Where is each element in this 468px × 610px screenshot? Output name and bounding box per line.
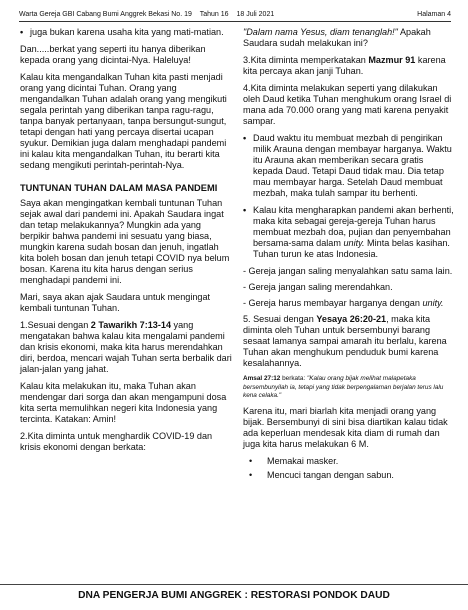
page-footer: DNA PENGERJA BUMI ANGGREK : RESTORASI PONDOK DAUD bbox=[0, 584, 468, 606]
dash-item bbox=[243, 298, 455, 309]
bullet-icon: • bbox=[249, 469, 253, 480]
bullet-item bbox=[243, 133, 455, 199]
newsletter-title: Warta Gereja GBI Cabang Bumi Anggrek Bekasi No. 19 bbox=[19, 11, 192, 18]
newsletter-year: Tahun 16 bbox=[199, 11, 229, 18]
list-item-text: Memakai masker. bbox=[267, 455, 339, 466]
paragraph: Mari, saya akan ajak Saudara untuk mengingat kembali tuntunan Tuhan. bbox=[20, 292, 211, 313]
text-span: - Gereja harus membayar harganya dengan bbox=[243, 298, 423, 308]
page-number: Halaman 4 bbox=[417, 11, 451, 18]
section-heading: TUNTUNAN TUHAN DALAM MASA PANDEMI bbox=[20, 183, 218, 193]
scripture-ref: Mazmur 91 bbox=[368, 55, 416, 65]
bullet-text bbox=[253, 205, 455, 260]
paragraph bbox=[243, 314, 455, 369]
bullet-text: Daud waktu itu membuat mezbah di pengirikan milik Arauna dengan membayar harganya. Waktu itu Arauna akan memberikan secara gratis kepada Daud. Tetapi Daud tidak mau. Dia tetap mau membayar harga. Setelah Daud membuat mezbah, maka tulah sampar itu berhenti. bbox=[253, 133, 452, 198]
text-span: 5. Sesuai dengan bbox=[243, 314, 317, 324]
text-span: 3.Kita diminta memperkatakan bbox=[243, 55, 369, 65]
list-item-text: Mencuci tangan dengan sabun. bbox=[267, 469, 394, 480]
text-span: Minta belas kasihan. Tuhan turun ke atas Indonesia. bbox=[253, 238, 450, 259]
paragraph: Dan.....berkat yang seperti itu hanya diberikan kepada orang yang dicintai-Nya. Haleluya! bbox=[20, 44, 206, 65]
text-span: karena kita percaya akan janji Tuhan. bbox=[243, 55, 446, 76]
paragraph: Karena itu, mari biarlah kita menjadi orang yang bijak. Bersembunyi di sini bisa diartikan kalau tidak ada keperluan mendesak kita diam di rumah dan juga kita harus melakukan 6 M. bbox=[243, 405, 448, 449]
right-column bbox=[243, 27, 455, 484]
paragraph bbox=[20, 320, 232, 375]
paragraph: 2.Kita diminta untuk menghardik COVID-19 dan krisis ekonomi dengan berkata: bbox=[20, 431, 213, 452]
list-item bbox=[243, 456, 455, 467]
text-span: , maka kita diminta oleh Tuhan untuk bersembunyi barang sesaat lamanya sampai amarah itu berlalu, karena Tuhan akan menghukum penduduk bumi karena kesalahannya. bbox=[243, 314, 447, 368]
header-info bbox=[19, 11, 280, 18]
scripture-ref: Yesaya 26:20-21 bbox=[316, 314, 387, 324]
scripture-ref: Amsal 27:12 bbox=[243, 375, 281, 382]
text-span: 1.Sesuai dengan bbox=[20, 320, 91, 330]
emphasis: unity. bbox=[422, 298, 444, 308]
bullet-icon: • bbox=[249, 455, 253, 466]
page-header bbox=[19, 8, 451, 22]
bullet-item bbox=[243, 205, 455, 260]
quote: "Dalam nama Yesus, diam tenanglah!" bbox=[243, 27, 398, 37]
bullet-item bbox=[20, 27, 232, 38]
bullet-icon: • bbox=[20, 27, 24, 37]
dash-item: - Gereja jangan saling menyalahkan satu sama lain. bbox=[243, 266, 453, 276]
text-span: Apakah Saudara sudah melakukan ini? bbox=[243, 27, 431, 48]
bullet-text: juga bukan karena usaha kita yang mati-matian. bbox=[30, 27, 224, 37]
paragraph: Kalau kita mengandalkan Tuhan kita pasti menjadi orang yang dicintai Tuhan. Orang yang mengandalkan Tuhan adalah orang yang mengikuti segala perintah yang diberikan tanpa ragu-ragu, tanpa banyak pertanyaan, tanpa bersungut-sungut, tetapi dengan hati yang percaya disertai ucapan syukur. Demikian juga dalam menghadapi pandemi ini kalau kita mengandalkan Tuhan, itu berarti kita sedang mengikuti perintah-perintah-Nya. bbox=[20, 72, 227, 170]
list-item bbox=[243, 470, 455, 481]
paragraph: 4.Kita diminta melakukan seperti yang dilakukan oleh Daud ketika Tuhan menghukum orang Israel di mana ada 70.000 orang yang mati karena penyakit sampar. bbox=[243, 83, 452, 126]
left-column bbox=[20, 27, 232, 459]
dash-item: - Gereja jangan saling merendahkan. bbox=[243, 282, 393, 292]
emphasis: unity. bbox=[343, 238, 365, 248]
small-note bbox=[243, 375, 455, 401]
text-span: Kalau kita mengharapkan pandemi akan berhenti, maka kita sebagai gereja-gereja Tuhan harus membuat mezbah doa, pujian dan penyembahan bersama-sama dalam bbox=[253, 205, 454, 248]
paragraph: Saya akan mengingatkan kembali tuntunan Tuhan sejak awal dari pandemi ini. Apakah Saudara ingat dan tetap melakukannya? Mungkin ada yang berpikir bahwa pandemi ini sesuatu yang biasa, mungkin karena sudah bosan dan jenuh, ingatlah kita boleh bosan dan jenuh tetapi COVID nya belum bosan. Karena itu kita harus dengan serius menghadapi pandemi ini. bbox=[20, 198, 230, 285]
text-span: berkata: bbox=[280, 375, 307, 382]
paragraph bbox=[243, 55, 455, 77]
newsletter-date: 18 Juli 2021 bbox=[236, 11, 275, 18]
text-span: yang mengatakan bahwa kalau kita mengalami pandemi dan krisis ekonomi, maka kita harus merendahkan diri, berdoa, mencari wajah Tuhan serta berbalik dari jalan-jalan yang jahat. bbox=[20, 320, 232, 374]
paragraph: Kalau kita melakukan itu, maka Tuhan akan mendengar dari sorga dan akan mengampuni dosa kita serta memulihkan negeri kita Indonesia yang tercinta. Katakan: Amin! bbox=[20, 381, 227, 424]
quote: "Kalau orang bijak melihat malapetaka bersembunyilah ia, tetapi yang tidak berpengalaman berjalan terus lalu kena celaka." bbox=[243, 375, 444, 399]
bullet-icon: • bbox=[243, 133, 247, 143]
scripture-ref: 2 Tawarikh 7:13-14 bbox=[90, 320, 171, 330]
paragraph bbox=[243, 27, 455, 49]
bullet-icon: • bbox=[243, 205, 247, 215]
